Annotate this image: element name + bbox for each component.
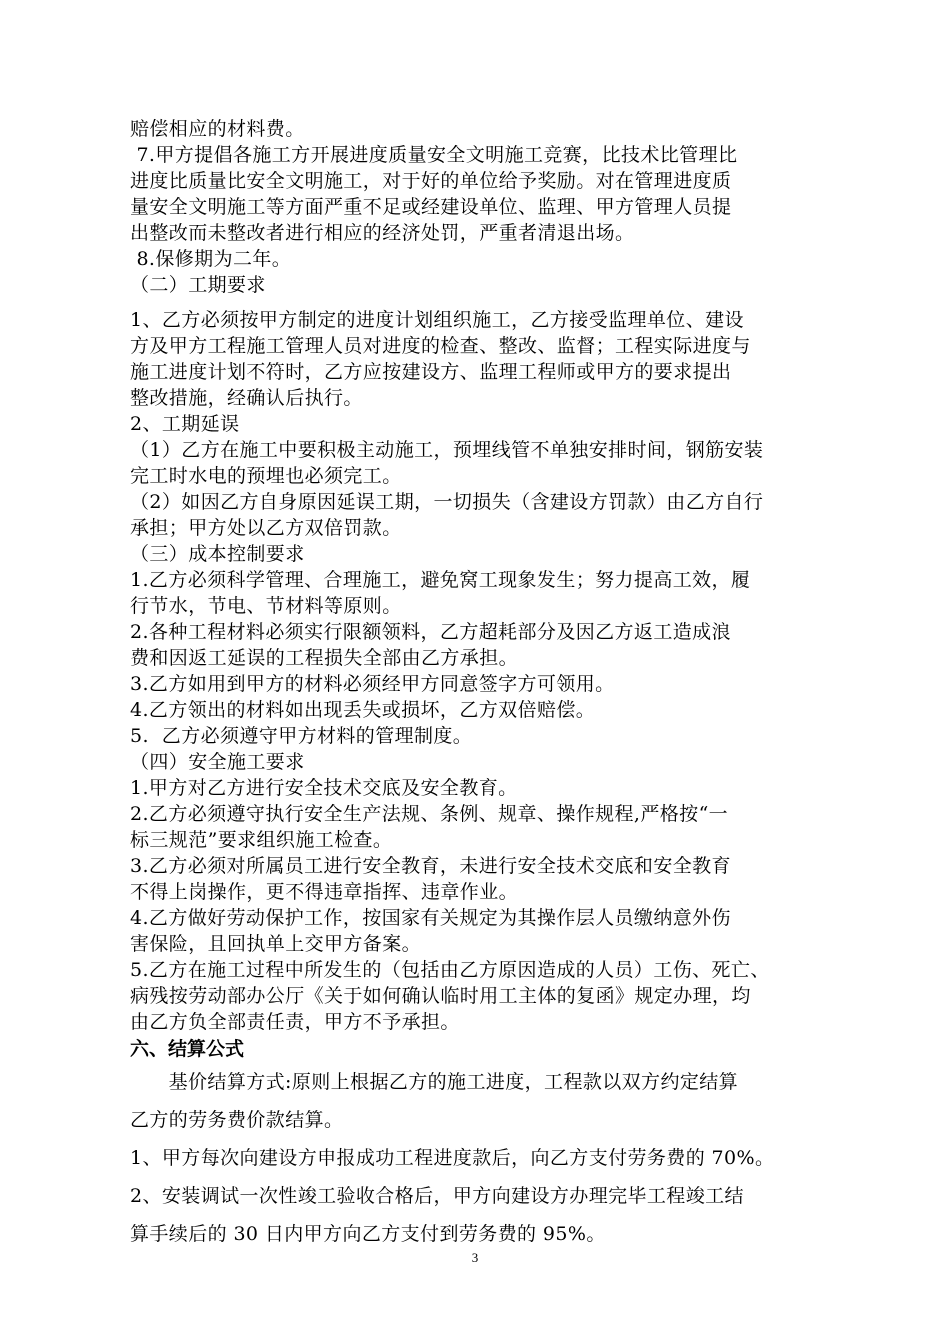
text-line: 由乙方负全部责任责，甲方不予承担。 — [130, 1011, 460, 1033]
section-six-heading: 六、结算公式 — [130, 1038, 245, 1060]
text-line: 不得上岗操作，更不得违章指挥、违章作业。 — [130, 881, 519, 903]
text-line: 3.乙方必须对所属员工进行安全教育，未进行安全技术交底和安全教育 — [130, 855, 731, 877]
text-line: 3.乙方如用到甲方的材料必须经甲方同意签字方可领用。 — [130, 673, 615, 695]
text-line: （2）如因乙方自身原因延误工期，一切损失（含建设方罚款）由乙方自行 — [130, 491, 764, 513]
text-line: 4.乙方做好劳动保护工作，按国家有关规定为其操作层人员缴纳意外伤 — [130, 907, 731, 929]
text-line: 1、甲方每次向建设方申报成功工程进度款后，向乙方支付劳务费的 70%。 — [130, 1147, 775, 1169]
text-line: 标三规范”要求组织施工检查。 — [130, 829, 393, 851]
text-line: 方及甲方工程施工管理人员对进度的检查、整改、监督；工程实际进度与 — [130, 335, 751, 357]
text-line: 害保险，且回执单上交甲方备案。 — [130, 933, 422, 955]
text-line: （二）工期要求 — [130, 274, 266, 296]
text-line: 2.乙方必须遵守执行安全生产法规、条例、规章、操作规程,严格按“一 — [130, 803, 729, 825]
paragraph-gap — [130, 298, 830, 307]
text-line: 基价结算方式:原则上根据乙方的施工进度，工程款以双方约定结算 — [130, 1071, 739, 1093]
document-body — [130, 116, 830, 1253]
text-line: 1、乙方必须按甲方制定的进度计划组织施工，乙方接受监理单位、建设 — [130, 309, 744, 331]
text-line: 行节水，节电、节材料等原则。 — [130, 595, 402, 617]
text-line: （三）成本控制要求 — [130, 543, 305, 565]
text-line: 5.乙方在施工过程中所发生的（包括由乙方原因造成的人员）工伤、死亡、 — [130, 959, 770, 981]
text-line: 赔偿相应的材料费。 — [130, 118, 305, 140]
text-line: 乙方的劳务费价款结算。 — [130, 1109, 344, 1131]
text-line: 5. 乙方必须遵守甲方材料的管理制度。 — [130, 725, 473, 747]
text-line: 施工进度计划不符时，乙方应按建设方、监理工程师或甲方的要求提出 — [130, 361, 732, 383]
text-line: 进度比质量比安全文明施工，对于好的单位给予奖励。对在管理进度质 — [130, 170, 732, 192]
text-line: 病残按劳动部办公厅《关于如何确认临时用工主体的复函》规定办理，均 — [130, 985, 751, 1007]
text-line: 2.各种工程材料必须实行限额领料，乙方超耗部分及因乙方返工造成浪 — [130, 621, 731, 643]
text-line: 整改措施，经确认后执行。 — [130, 387, 363, 409]
body-text-part2 — [130, 307, 830, 1035]
text-line: 1.甲方对乙方进行安全技术交底及安全教育。 — [130, 777, 518, 799]
text-line: 7.甲方提倡各施工方开展进度质量安全文明施工竞赛，比技术比管理比 — [130, 144, 738, 166]
text-line: （1）乙方在施工中要积极主动施工，预埋线管不单独安排时间，钢筋安装 — [130, 439, 764, 461]
text-line: 算手续后的 30 日内甲方向乙方支付到劳务费的 95%。 — [130, 1223, 606, 1245]
text-line: 2、安装调试一次性竣工验收合格后，甲方向建设方办理完毕工程竣工结 — [130, 1185, 744, 1207]
text-line: 2、工期延误 — [130, 413, 240, 435]
text-line: 费和因返工延误的工程损失全部由乙方承担。 — [130, 647, 519, 669]
body-text-part1 — [130, 116, 830, 298]
text-line: 8.保修期为二年。 — [130, 248, 292, 270]
text-line: 承担；甲方处以乙方双倍罚款。 — [130, 517, 402, 539]
page-number: 3 — [471, 1250, 479, 1265]
text-line: 完工时水电的预埋也必须完工。 — [130, 465, 402, 487]
text-line: 量安全文明施工等方面严重不足或经建设单位、监理、甲方管理人员提 — [130, 196, 732, 218]
body-text-part3 — [130, 1063, 830, 1253]
text-line: 4.乙方领出的材料如出现丢失或损坏，乙方双倍赔偿。 — [130, 699, 596, 721]
text-line: （四）安全施工要求 — [130, 751, 305, 773]
text-line: 出整改而未整改者进行相应的经济处罚，严重者清退出场。 — [130, 222, 635, 244]
text-line: 1.乙方必须科学管理、合理施工，避免窝工现象发生；努力提高工效，履 — [130, 569, 751, 591]
